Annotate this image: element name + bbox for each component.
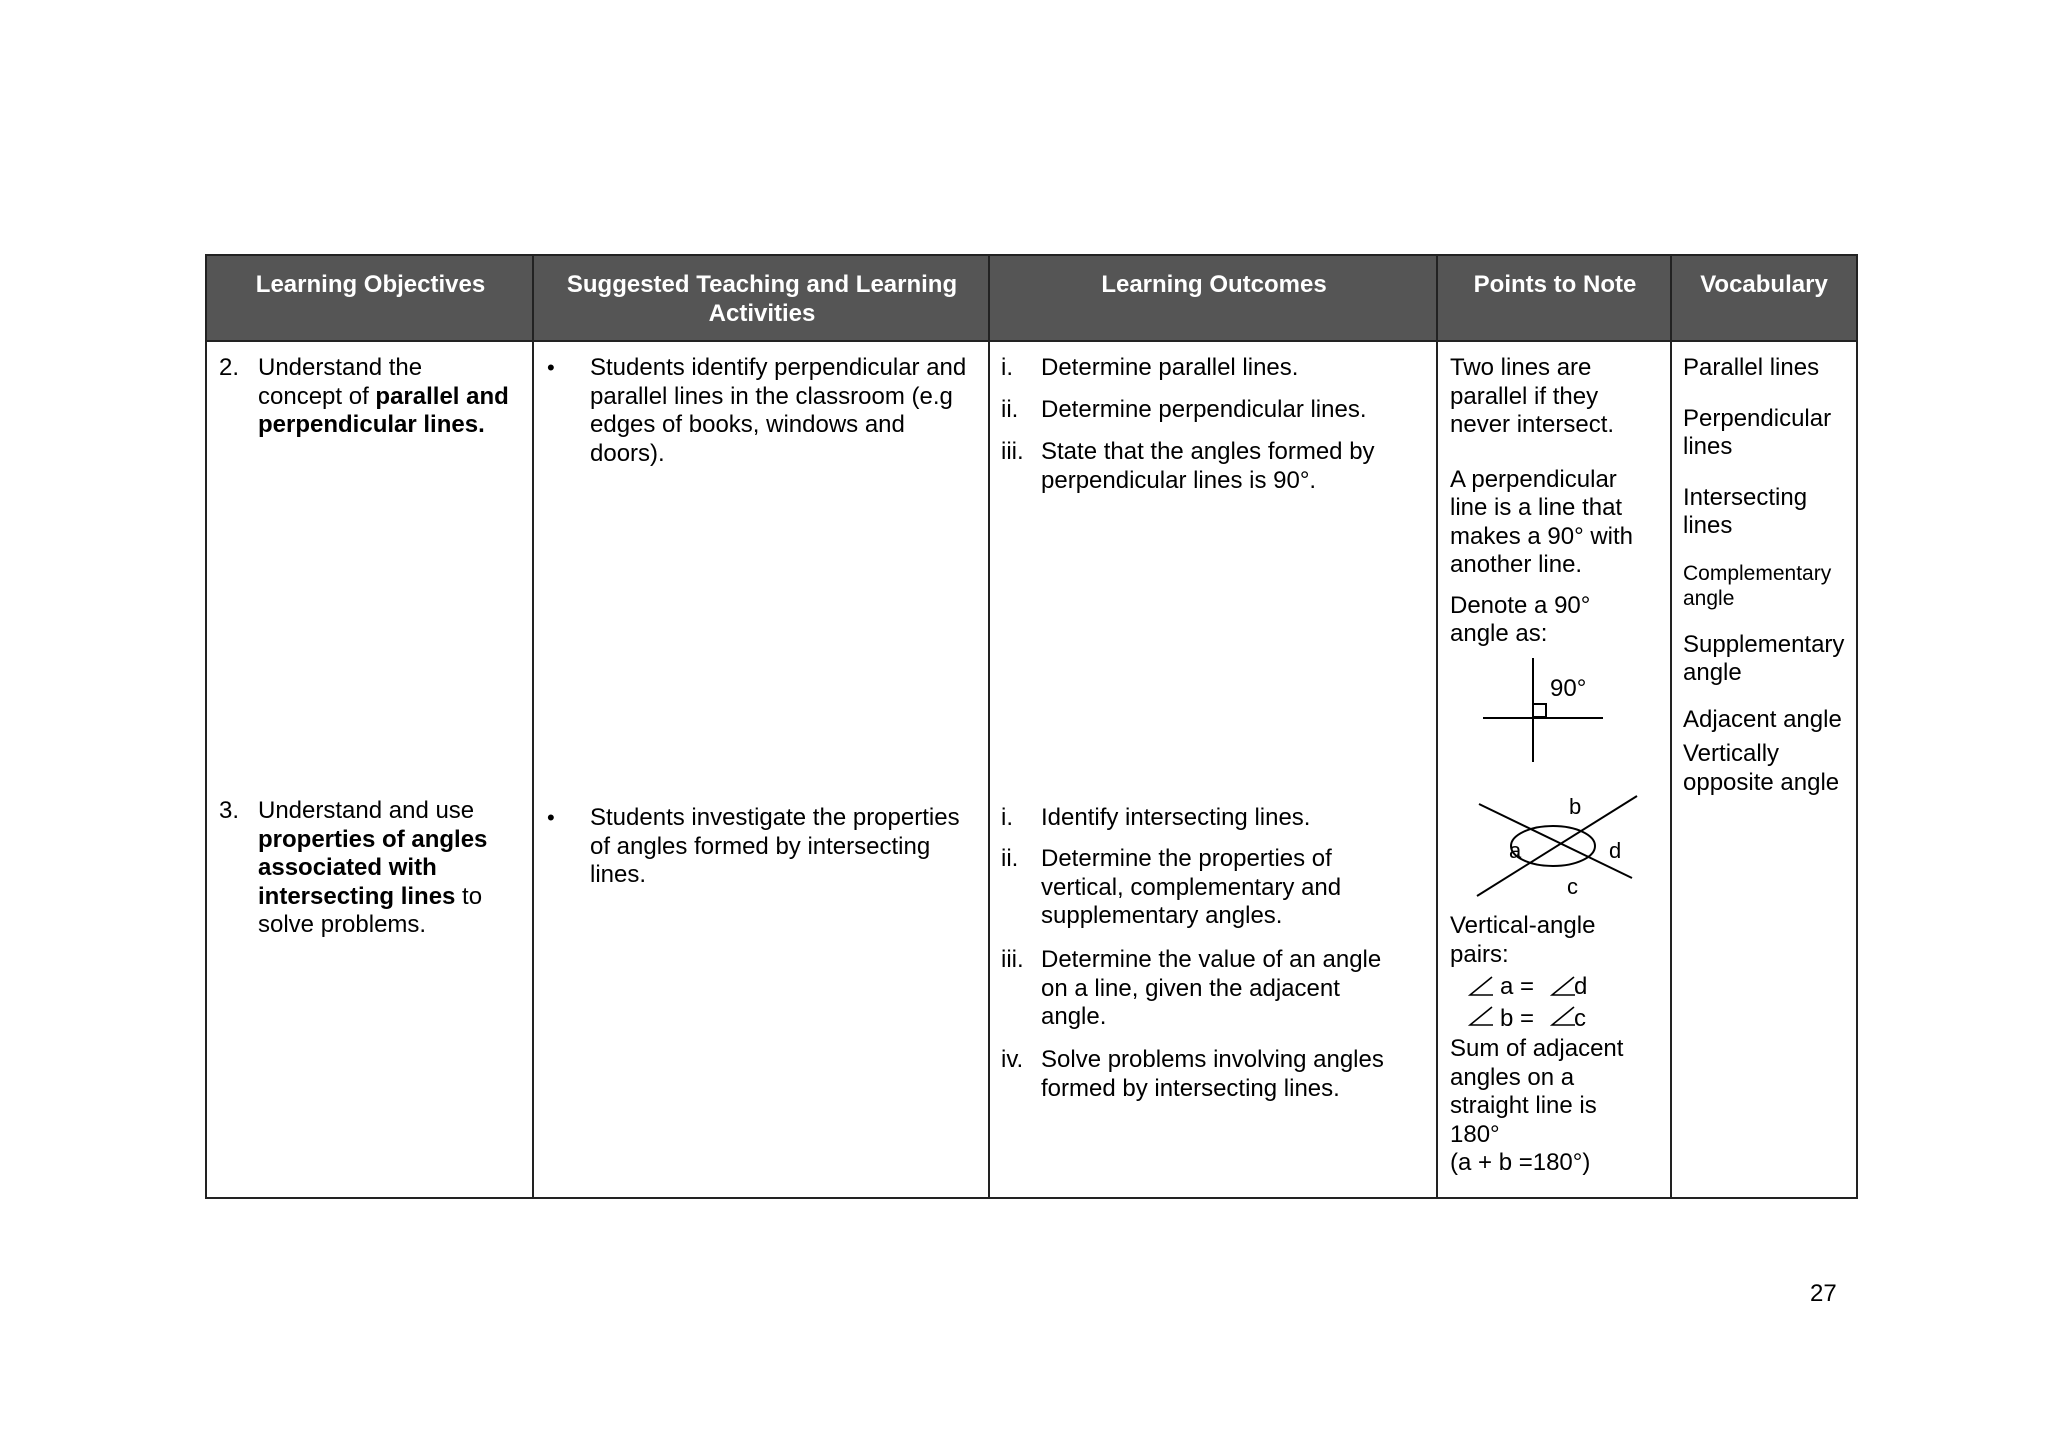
right-angle-marker: [1533, 704, 1546, 717]
objective-line: to: [455, 882, 483, 910]
angle-symbol-icon: [1550, 975, 1576, 997]
vocab-line: Supplementary: [1683, 630, 1845, 658]
angle-symbol-icon: [1550, 1005, 1576, 1027]
activity-line: Students identify perpendicular and: [590, 354, 967, 381]
bullet: •: [547, 805, 555, 830]
angle-arcs: [1511, 826, 1595, 866]
outcome-line: supplementary angles.: [1041, 902, 1283, 929]
activity-line: lines.: [590, 861, 647, 888]
equation-right: d: [1574, 973, 1588, 1000]
outcome-line: Solve problems involving angles: [1041, 1046, 1384, 1073]
outcome-number: iv.: [1001, 1046, 1024, 1073]
vocab-line: Perpendicular: [1683, 404, 1832, 432]
note-line: Sum of adjacent: [1450, 1035, 1624, 1062]
angle-label: 90°: [1550, 675, 1587, 702]
angle-symbol-icon: [1468, 1005, 1494, 1027]
vertical-angle-equation: [1450, 969, 1665, 1002]
note-line: 180°: [1450, 1120, 1500, 1148]
activity-line: edges of books, windows and: [590, 411, 905, 438]
note-line: never intersect.: [1450, 411, 1615, 438]
vocab-item: [1683, 706, 1853, 735]
column-divider: [1670, 256, 1672, 1197]
vocab-item: [1683, 405, 1853, 462]
header-learning-objectives: Learning Objectives: [255, 271, 486, 298]
header-vocabulary: Vocabulary: [1700, 271, 1828, 298]
vocab-item: [1683, 354, 1853, 383]
objective-line: Understand the: [258, 354, 423, 381]
activity-line: parallel lines in the classroom (e.g: [590, 382, 953, 410]
activity-line: Students investigate the properties: [590, 804, 960, 831]
objective-bold: intersecting lines: [258, 882, 456, 910]
vocab-line: angle: [1683, 586, 1735, 610]
vocab-line: Parallel lines: [1683, 354, 1820, 381]
note-line: A perpendicular: [1450, 465, 1617, 493]
vocab-line: angle: [1683, 659, 1742, 686]
table-header: [207, 256, 1856, 342]
equation-left: b =: [1500, 1005, 1535, 1032]
note-line: Denote a 90°: [1450, 591, 1591, 619]
vocab-line: lines: [1683, 433, 1733, 460]
outcome-number: ii.: [1001, 396, 1019, 423]
note-line: Two lines are: [1450, 354, 1592, 381]
curriculum-table: [205, 254, 1858, 1199]
outcome-number: ii.: [1001, 845, 1019, 872]
page-number: 27: [1810, 1280, 1837, 1307]
vocab-line: opposite angle: [1683, 768, 1840, 796]
note-line: pairs:: [1450, 940, 1509, 968]
outcome-line: Identify intersecting lines.: [1041, 804, 1311, 831]
angle-label-b: b: [1569, 794, 1582, 819]
note-line: (a + b =180°): [1450, 1149, 1591, 1176]
outcome-line: Determine perpendicular lines.: [1041, 396, 1367, 423]
angle-label-a: a: [1509, 838, 1522, 863]
notes-row-2: [1450, 912, 1665, 1178]
note-line: another line.: [1450, 551, 1583, 578]
objective-line: solve problems.: [258, 911, 427, 938]
vocab-line: Intersecting: [1683, 483, 1808, 511]
outcome-line: Determine the properties of: [1041, 845, 1332, 872]
vocab-item: [1683, 631, 1853, 688]
vertical-angle-equation: [1450, 1002, 1665, 1035]
objective-bold: associated with: [258, 854, 437, 881]
outcome-line: perpendicular lines is 90°.: [1041, 466, 1317, 494]
note-line: makes a 90° with: [1450, 522, 1634, 550]
note-line: Vertical-angle: [1450, 912, 1596, 939]
notes-row-1: [1450, 354, 1665, 649]
vocab-item: [1683, 561, 1853, 611]
objective-bold: perpendicular lines.: [258, 411, 485, 438]
objective-number: 3.: [219, 797, 240, 824]
objective-bold: parallel and: [375, 382, 509, 410]
note-line: angle as:: [1450, 620, 1548, 647]
note-line: straight line is: [1450, 1092, 1597, 1119]
activity-line: of angles formed by intersecting: [590, 832, 931, 860]
outcome-line: Determine the value of an angle: [1041, 946, 1382, 973]
outcome-line: angle.: [1041, 1003, 1107, 1030]
outcome-number: i.: [1001, 354, 1013, 381]
objective-bold: properties of angles: [258, 825, 488, 853]
outcome-line: formed by intersecting lines.: [1041, 1074, 1340, 1102]
note-line: angles on a: [1450, 1063, 1575, 1091]
angle-symbol-icon: [1468, 975, 1494, 997]
intersecting-lines-diagram: [1457, 786, 1647, 906]
outcome-line: vertical, complementary and: [1041, 873, 1342, 901]
angle-label-d: d: [1609, 838, 1622, 863]
objective-number: 2.: [219, 354, 240, 381]
vocab-line: Complementary: [1683, 561, 1832, 585]
vocabulary-list: [1683, 354, 1853, 797]
outcome-line: on a line, given the adjacent: [1041, 974, 1340, 1002]
equation-right: c: [1574, 1005, 1586, 1032]
outcome-number: iii.: [1001, 946, 1024, 973]
outcome-line: State that the angles formed by: [1041, 438, 1375, 465]
vocab-item: [1683, 484, 1853, 541]
vocab-line: Vertically: [1683, 740, 1780, 767]
vocab-line: Adjacent angle: [1683, 705, 1842, 733]
outcome-number: i.: [1001, 804, 1013, 831]
right-angle-diagram: [1475, 656, 1625, 766]
outcome-line: Determine parallel lines.: [1041, 354, 1299, 381]
activity-line: doors).: [590, 439, 665, 467]
equation-left: a =: [1500, 973, 1535, 1000]
header-learning-outcomes: Learning Outcomes: [1101, 271, 1327, 298]
note-line: parallel if they: [1450, 382, 1599, 410]
header-activities: Suggested Teaching and Learning Activities: [566, 271, 958, 327]
bullet: •: [547, 355, 555, 380]
angle-label-c: c: [1567, 874, 1578, 899]
vocab-line: lines: [1683, 512, 1733, 539]
outcome-number: iii.: [1001, 438, 1024, 465]
vocab-item: [1683, 740, 1853, 797]
header-points-to-note: Points to Note: [1473, 271, 1637, 298]
objective-line: concept of: [258, 382, 376, 410]
objective-line: Understand and use: [258, 797, 475, 824]
column-divider: [1436, 256, 1438, 1197]
note-line: line is a line that: [1450, 494, 1623, 521]
